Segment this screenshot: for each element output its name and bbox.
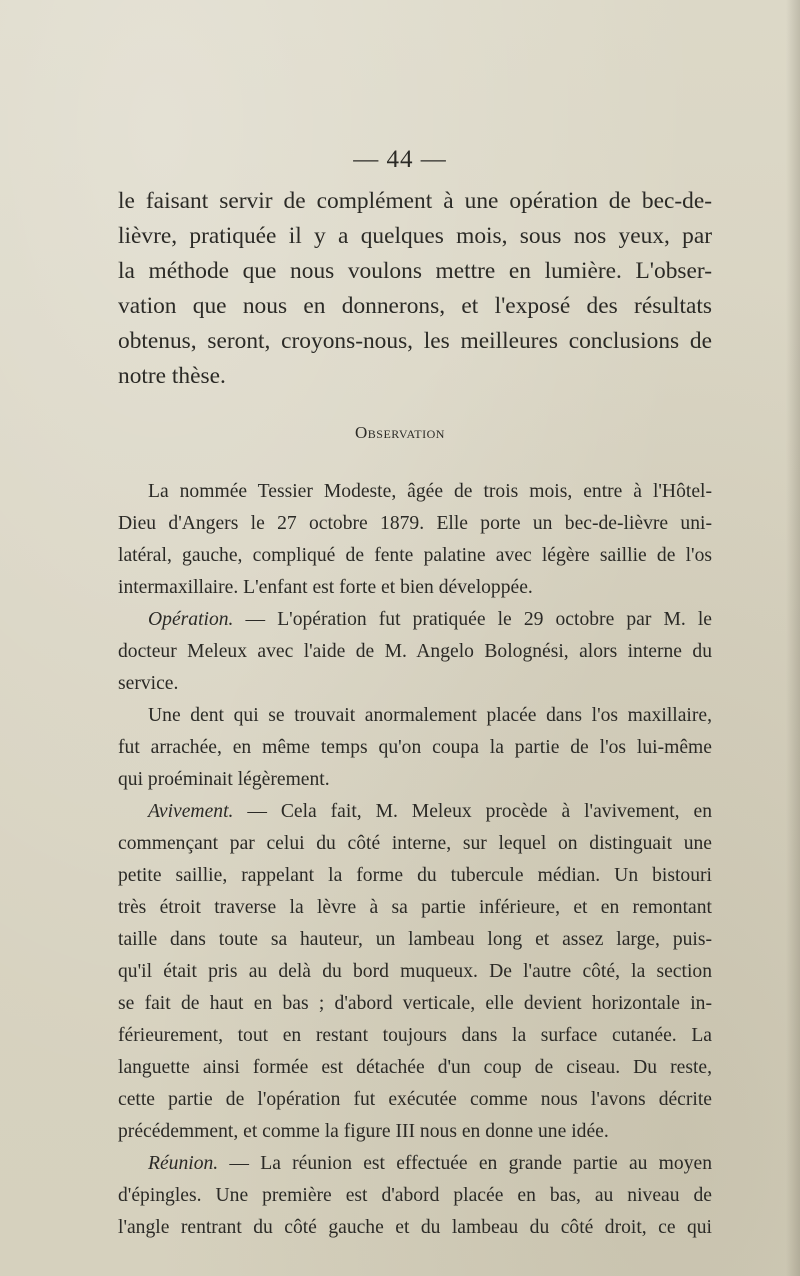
text-run: — L'opération fut pratiquée le 29 octobre par M. le — [233, 609, 712, 630]
text-line — [118, 604, 712, 636]
text-line: précédemment, et comme la figure III nous en donne une idée. — [118, 1121, 609, 1142]
intro-paragraph — [118, 184, 712, 394]
page-edge-shadow — [786, 0, 800, 1276]
text-line — [118, 1148, 712, 1180]
text-run: — La réunion est effectuée en grande partie au moyen — [218, 1153, 712, 1174]
text-line: Une dent qui se trouvait anormalement placée dans l'os maxillaire, — [148, 705, 712, 726]
text-line: obtenus, seront, croyons-nous, les meilleures conclusions de — [118, 328, 712, 354]
text-line: languette ainsi formée est détachée d'un coup de ciseau. Du reste, — [118, 1057, 712, 1078]
text-line: cette partie de l'opération fut exécutée comme nous l'avons décrite — [118, 1089, 712, 1110]
avivement-label: Avivement. — [148, 801, 234, 822]
text-line: d'épingles. Une première est d'abord placée en bas, au niveau de — [118, 1185, 712, 1206]
text-line: commençant par celui du côté interne, sur lequel on distinguait une — [118, 833, 712, 854]
text-line: latéral, gauche, compliqué de fente palatine avec légère saillie de l'os — [118, 545, 712, 566]
text-line: fut arrachée, en même temps qu'on coupa la partie de l'os lui-même — [118, 737, 712, 758]
text-line: le faisant servir de complément à une opération de bec-de- — [118, 188, 712, 214]
text-line: lièvre, pratiquée il y a quelques mois, sous nos yeux, par — [118, 223, 712, 249]
text-line: taille dans toute sa hauteur, un lambeau long et assez large, puis- — [118, 929, 712, 950]
text-line: qu'il était pris au delà du bord muqueux. De l'autre côté, la section — [118, 961, 712, 982]
text-line: service. — [118, 673, 179, 694]
page-number: — 44 — — [353, 146, 447, 173]
operation-label: Opération. — [148, 609, 234, 630]
text-line: qui proéminait légèrement. — [118, 769, 330, 790]
text-line: férieurement, tout en restant toujours dans la surface cutanée. La — [118, 1025, 712, 1046]
text-line: Dieu d'Angers le 27 octobre 1879. Elle porte un bec-de-lièvre uni- — [118, 513, 712, 534]
text-line: se fait de haut en bas ; d'abord verticale, elle devient horizontale in- — [118, 993, 712, 1014]
text-line: petite saillie, rappelant la forme du tubercule médian. Un bistouri — [118, 865, 712, 886]
observation-heading: Observation — [355, 423, 445, 442]
text-line: très étroit traverse la lèvre à sa partie inférieure, et en remontant — [118, 897, 712, 918]
text-line — [118, 796, 712, 828]
reunion-label: Réunion. — [148, 1153, 219, 1174]
text-line: l'angle rentrant du côté gauche et du lambeau du côté droit, ce qui — [118, 1217, 712, 1238]
text-line: vation que nous en donnerons, et l'exposé des résultats — [118, 293, 712, 319]
text-line: notre thèse. — [118, 363, 226, 389]
text-line: docteur Meleux avec l'aide de M. Angelo Bolognési, alors interne du — [118, 641, 712, 662]
text-line: La nommée Tessier Modeste, âgée de trois mois, entre à l'Hôtel- — [148, 481, 712, 502]
text-line: la méthode que nous voulons mettre en lumière. L'obser- — [118, 258, 712, 284]
observation-text — [118, 476, 712, 1244]
text-line: intermaxillaire. L'enfant est forte et bien développée. — [118, 577, 533, 598]
text-run: — Cela fait, M. Meleux procède à l'avivement, en — [233, 801, 712, 822]
